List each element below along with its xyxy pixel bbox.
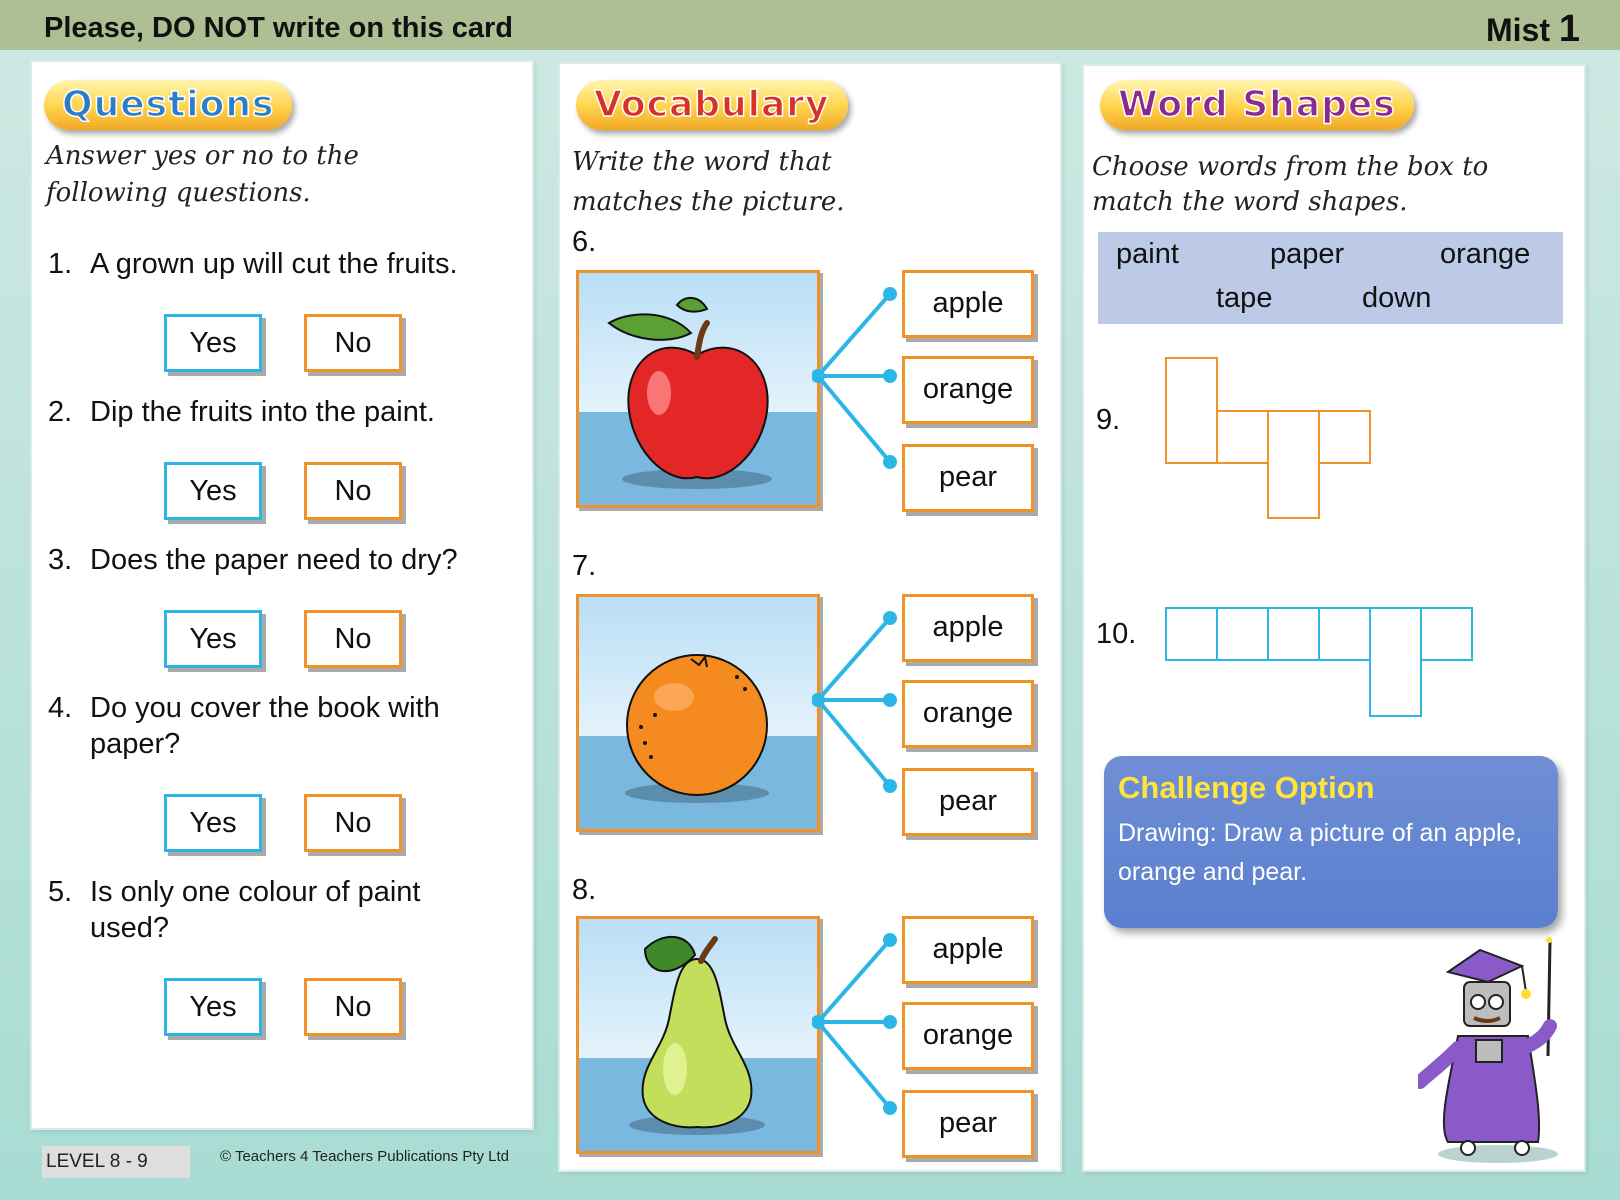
orange-picture [576,594,820,832]
question-3 [48,542,518,582]
question-number: 4. [48,692,73,724]
q5-yes-button[interactable]: Yes [164,978,262,1036]
word-down: down [1362,282,1432,314]
q1-no-button[interactable]: No [304,314,402,372]
questions-badge: Questions [44,80,292,130]
vocab-8-option-apple[interactable]: apple [902,916,1034,984]
copyright-line [220,1148,509,1165]
vocab-7-option-pear[interactable]: pear [902,768,1034,836]
word-shapes-badge: Word Shapes [1100,80,1414,130]
wizard-mascot-icon [1418,936,1588,1166]
challenge-box [1104,756,1558,928]
q5-no-button[interactable]: No [304,978,402,1036]
copyright-text: Teachers 4 Teachers Publications Pty Ltd [234,1148,510,1165]
word-shape-9[interactable] [1164,356,1384,526]
word-orange: orange [1440,238,1531,270]
vocab-6-connector [812,286,902,486]
word-shape-number: 9. [1096,404,1121,436]
header-bar [0,0,1620,50]
question-number: 1. [48,248,73,280]
apple-picture [576,270,820,508]
apple-illustration [579,273,817,505]
vocab-8-option-pear[interactable]: pear [902,1090,1034,1158]
q2-yes-button[interactable]: Yes [164,462,262,520]
word-paper: paper [1270,238,1345,270]
q4-no-button[interactable]: No [304,794,402,852]
vocab-6-option-orange[interactable]: orange [902,356,1034,424]
question-1 [48,246,518,286]
question-number: 2. [48,396,73,428]
vocab-6-option-pear[interactable]: pear [902,444,1034,512]
question-number: 5. [48,876,73,908]
question-text: Is only one colour of paint used? [90,876,421,944]
vocab-7-option-apple[interactable]: apple [902,594,1034,662]
q4-yes-button[interactable]: Yes [164,794,262,852]
questions-instructions: Answer yes or no to the following questions. [46,141,359,208]
challenge-title: Challenge Option [1118,770,1375,805]
vocabulary-badge: Vocabulary [576,80,848,130]
pear-illustration [579,919,817,1151]
pear-picture [576,916,820,1154]
vocab-8-connector [812,932,902,1132]
challenge-text: Drawing: Draw a picture of an apple, orange and pear. [1118,819,1523,886]
questions-panel [30,60,534,1130]
question-text: Dip the fruits into the paint. [90,396,435,428]
card-name [1486,8,1580,51]
vocab-7-connector [812,610,902,810]
question-text: Does the paper need to dry? [90,544,458,576]
vocabulary-panel [558,62,1062,1172]
vocab-7-option-orange[interactable]: orange [902,680,1034,748]
word-paint: paint [1116,238,1179,270]
copyright-symbol: © [220,1148,232,1165]
vocabulary-instructions: Write the word that matches the picture. [572,147,845,217]
word-shape-number: 10. [1096,618,1137,650]
question-2 [48,394,518,434]
question-text: Do you cover the book with paper? [90,692,440,760]
orange-illustration [579,597,817,829]
vocab-8-option-orange[interactable]: orange [902,1002,1034,1070]
vocab-item-number: 7. [572,550,597,582]
card-number: 1 [1558,8,1580,50]
q1-yes-button[interactable]: Yes [164,314,262,372]
q2-no-button[interactable]: No [304,462,402,520]
level-label: LEVEL 8 - 9 [42,1146,190,1178]
vocab-item-number: 6. [572,226,597,258]
vocab-item-number: 8. [572,874,597,906]
question-5 [48,874,518,954]
question-4 [48,690,518,770]
word-box [1098,232,1563,324]
word-shapes-instructions: Choose words from the box to match the word shapes. [1092,152,1489,217]
word-tape: tape [1216,282,1273,314]
q3-no-button[interactable]: No [304,610,402,668]
header-title: Please, DO NOT write on this card [44,12,513,44]
question-number: 3. [48,544,73,576]
vocab-6-option-apple[interactable]: apple [902,270,1034,338]
q3-yes-button[interactable]: Yes [164,610,262,668]
word-shape-10[interactable] [1164,606,1484,726]
question-text: A grown up will cut the fruits. [90,248,458,280]
card-name-text: Mist [1485,12,1550,48]
